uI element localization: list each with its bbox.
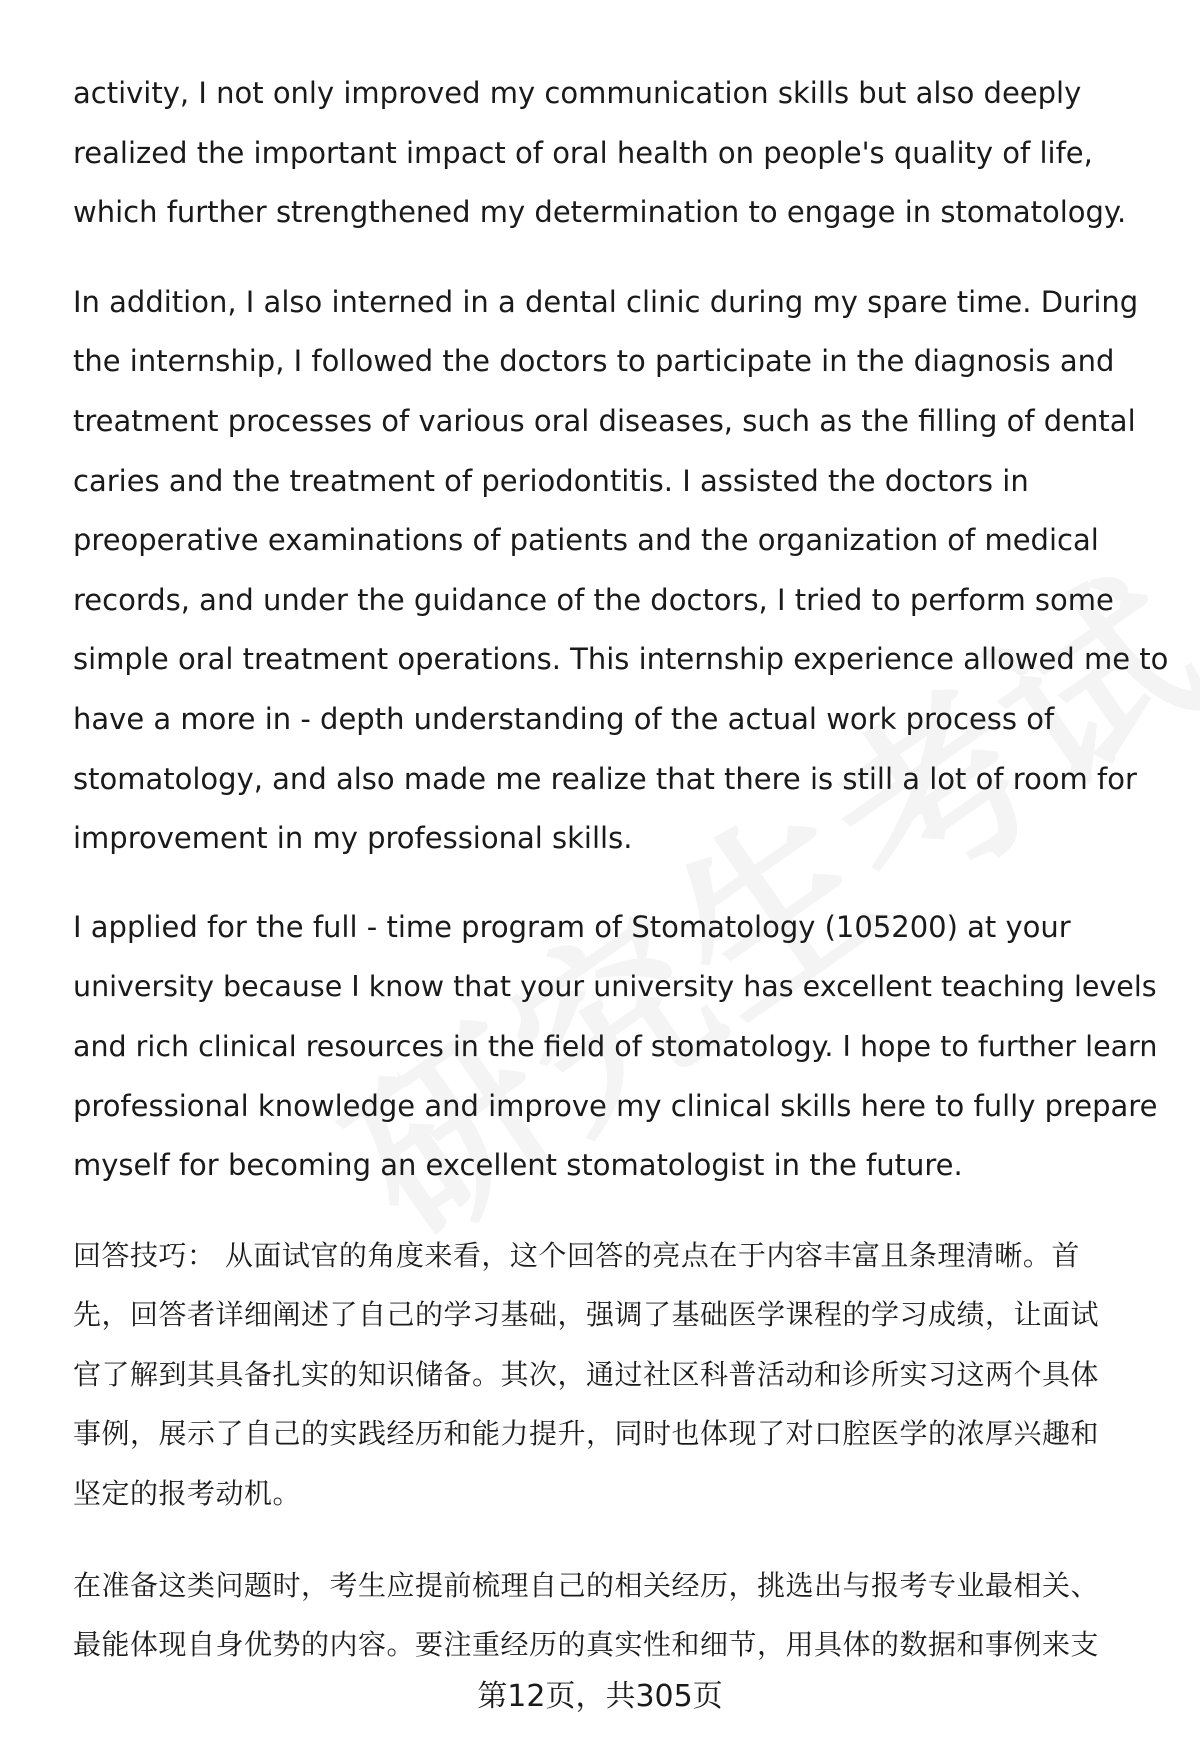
text-line: and rich clinical resources in the field of stomatology. I hope to further learn bbox=[73, 1029, 1158, 1063]
text-line: treatment processes of various oral diseases, such as the filling of dental bbox=[73, 403, 1136, 438]
text-line: preoperative examinations of patients and the organization of medical bbox=[73, 523, 1099, 558]
text-line: stomatology, and also made me realize that there is still a lot of room for bbox=[73, 761, 1137, 796]
text-line: 先，回答者详细阐述了自己的学习基础，强调了基础医学课程的学习成绩，让面试 bbox=[73, 1298, 1100, 1332]
text-line: 事例，展示了自己的实践经历和能力提升，同时也体现了对口腔医学的浓厚兴趣和 bbox=[73, 1417, 1100, 1451]
text-line: 在准备这类问题时，考生应提前梳理自己的相关经历，挑选出与报考专业最相关、 bbox=[73, 1568, 1100, 1602]
text-line: professional knowledge and improve my clinical skills here to fully prepare bbox=[73, 1088, 1158, 1123]
text-line: have a more in - depth understanding of the actual work process of bbox=[73, 701, 1055, 736]
text-line: I applied for the full - time program of Stomatology (105200) at your bbox=[73, 909, 1071, 944]
page-number: 第12页，共305页 bbox=[477, 1679, 723, 1714]
text-line: 最能体现自身优势的内容。要注重经历的真实性和细节，用具体的数据和事例来支 bbox=[73, 1628, 1100, 1662]
paragraph-communication bbox=[73, 64, 1163, 243]
text-line: improvement in my professional skills. bbox=[73, 821, 633, 856]
text-line: which further strengthened my determination to engage in stomatology. bbox=[73, 195, 1127, 230]
text-line: 回答技巧： 从面试官的角度来看，这个回答的亮点在于内容丰富且条理清晰。首 bbox=[73, 1238, 1080, 1272]
text-line: records, and under the guidance of the doctors, I tried to perform some bbox=[73, 582, 1114, 617]
text-line: university because I know that your university has excellent teaching levels bbox=[73, 970, 1157, 1004]
text-line: activity, I not only improved my communication skills but also deeply bbox=[73, 76, 1082, 110]
paragraph-application bbox=[73, 898, 1163, 1196]
text-line: realized the important impact of oral health on people's quality of life, bbox=[73, 135, 1093, 170]
text-line: 官了解到其具备扎实的知识储备。其次，通过社区科普活动和诊所实习这两个具体 bbox=[73, 1357, 1100, 1391]
page-content bbox=[73, 64, 1169, 1675]
paragraph-answer-tips bbox=[73, 1226, 1163, 1524]
text-line: myself for becoming an excellent stomatologist in the future. bbox=[73, 1148, 963, 1183]
text-line: In addition, I also interned in a dental clinic during my spare time. During bbox=[73, 284, 1139, 319]
paragraph-preparation-advice bbox=[73, 1556, 1163, 1675]
text-line: 坚定的报考动机。 bbox=[73, 1477, 302, 1511]
text-line: simple oral treatment operations. This internship experience allowed me to bbox=[73, 642, 1169, 677]
paragraph-internship bbox=[73, 273, 1169, 869]
text-line: the internship, I followed the doctors to participate in the diagnosis and bbox=[73, 344, 1115, 379]
text-line: caries and the treatment of periodontitis. I assisted the doctors in bbox=[73, 463, 1029, 498]
